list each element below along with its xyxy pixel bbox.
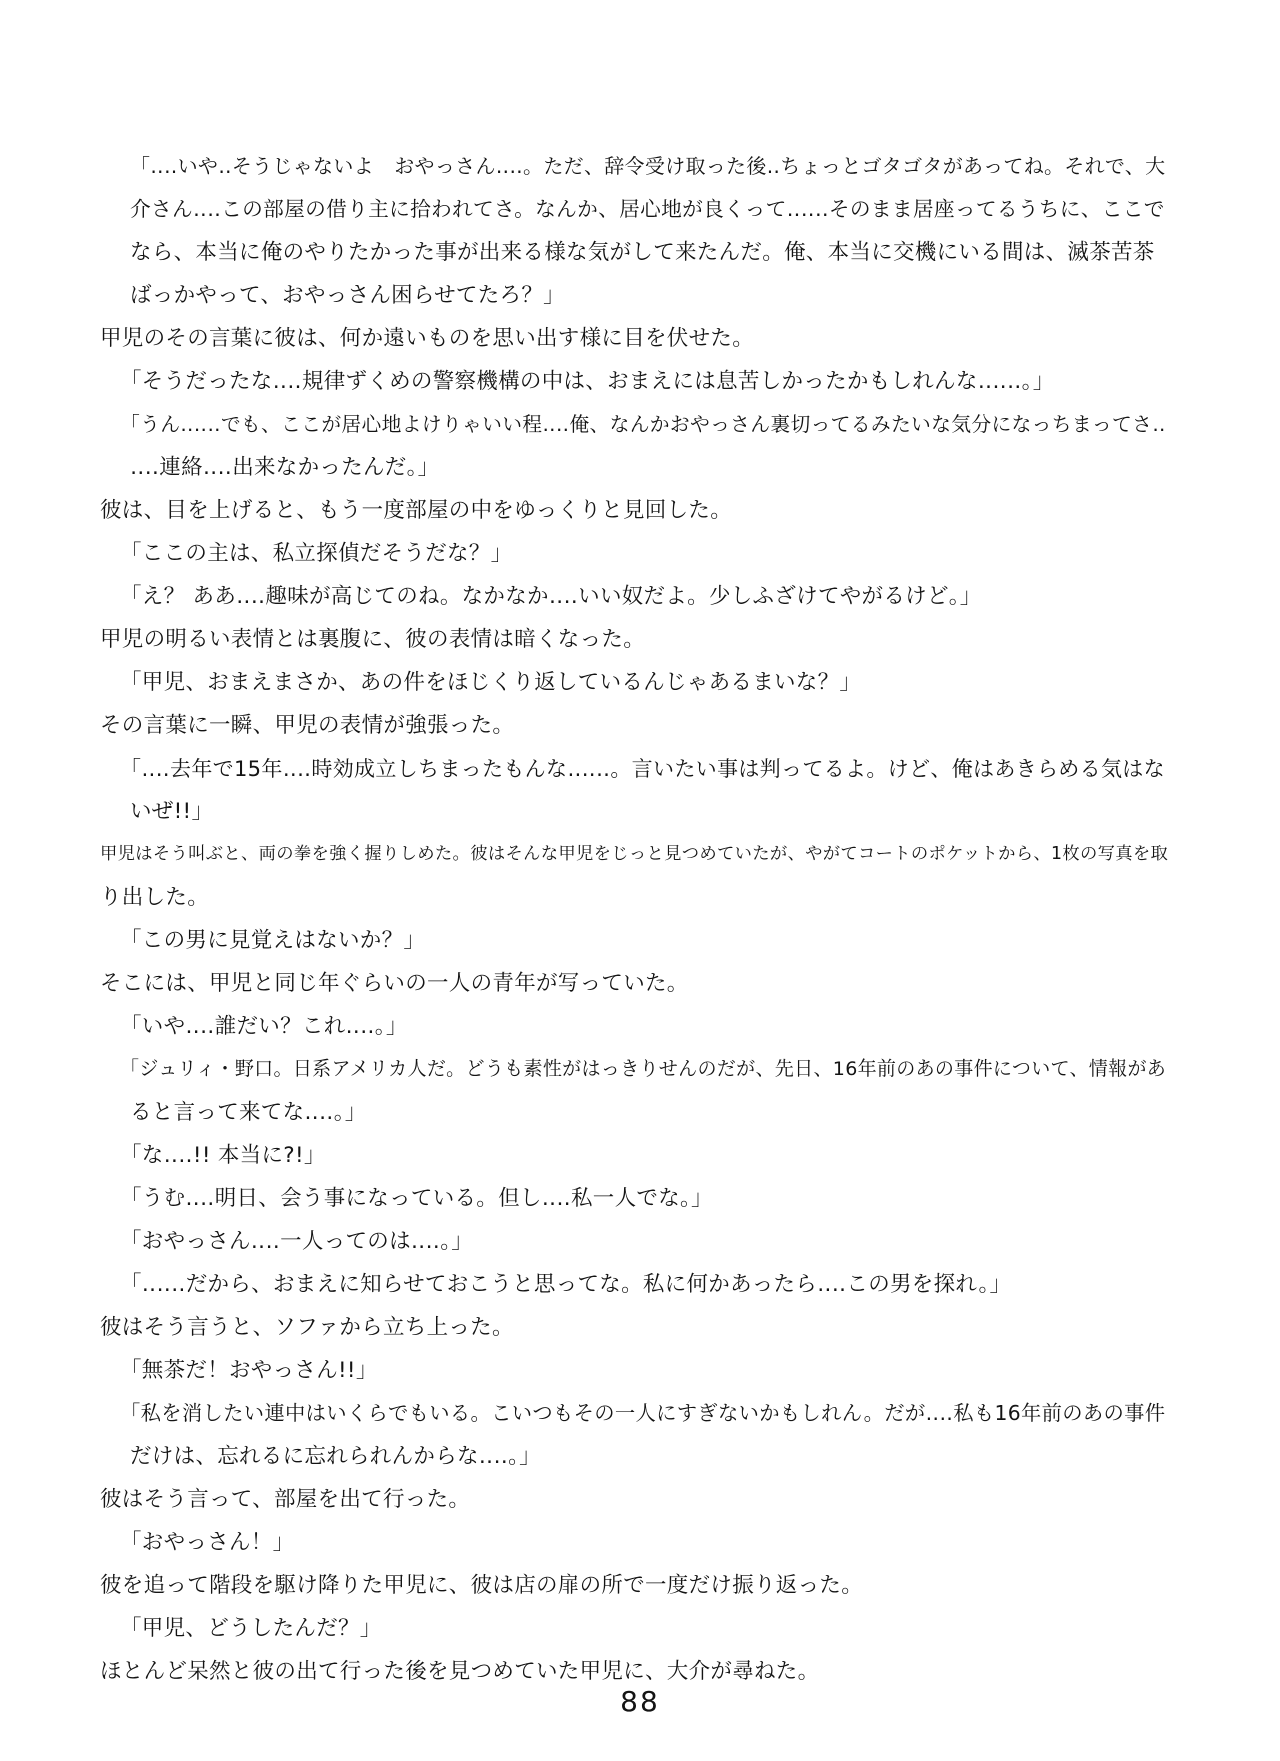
text-line: 「な‥‥!! 本当に?!」 xyxy=(120,1143,326,1168)
text-line: 「うむ‥‥明日、会う事になっている。但し‥‥私一人でな。」 xyxy=(120,1186,713,1211)
text-line: 甲児のその言葉に彼は、何か遠いものを思い出す様に目を伏せた。 xyxy=(100,326,755,351)
text-line: 「そうだったな‥‥規律ずくめの警察機構の中は、おまえには息苦しかったかもしれんな‥‥‥。」 xyxy=(120,369,1055,394)
text-line: ほとんど呆然と彼の出て行った後を見つめていた甲児に、大介が尋ねた。 xyxy=(100,1659,820,1684)
text-line: いぜ!!」 xyxy=(130,799,214,824)
text-line: そこには、甲児と同じ年ぐらいの一人の青年が写っていた。 xyxy=(100,971,689,996)
text-line: 「おやっさん！」 xyxy=(120,1530,295,1555)
text-line: 「甲児、どうしたんだ？」 xyxy=(120,1616,382,1641)
text-line: 「おやっさん‥‥一人ってのは‥‥。」 xyxy=(120,1229,474,1254)
text-line: 介さん‥‥この部屋の借り主に拾われてさ。なんか、居心地が良くって‥‥‥そのまま居座ってるうちに、ここで xyxy=(130,197,1165,221)
text-line: だけは、忘れるに忘れられんからな‥‥。」 xyxy=(130,1444,541,1469)
text-line: 「‥‥いや‥そうじゃないよ おやっさん‥‥。ただ、辞令受け取った後‥ちょっとゴタゴタがあってね。それで、大 xyxy=(130,154,1166,178)
text-line: ‥‥連絡‥‥出来なかったんだ。」 xyxy=(130,455,440,480)
text-line: 彼はそう言うと、ソファから立ち上った。 xyxy=(100,1315,514,1340)
text-line: 「ジュリィ・野口。日系アメリカ人だ。どうも素性がはっきりせんのだが、先日、16年前のあの事件について、情報があ xyxy=(120,1058,1167,1080)
text-line: その言葉に一瞬、甲児の表情が強張った。 xyxy=(100,713,515,738)
text-line: 「うん‥‥‥でも、ここが居心地よけりゃいい程‥‥俺、なんかおやっさん裏切ってるみたいな気分になっちまってさ‥ xyxy=(120,413,1166,436)
text-line: 「私を消したい連中はいくらでもいる。こいつもその一人にすぎないかもしれん。だが‥‥私も16年前のあの事件 xyxy=(120,1401,1166,1425)
text-line: 彼を追って階段を駆け降りた甲児に、彼は店の扉の所で一度だけ振り返った。 xyxy=(100,1573,864,1598)
text-line: 彼はそう言って、部屋を出て行った。 xyxy=(100,1487,471,1512)
text-line: 「甲児、おまえまさか、あの件をほじくり返しているんじゃあるまいな？」 xyxy=(120,670,862,695)
text-line: 「‥‥去年で15年‥‥時効成立しちまったもんな‥‥‥。言いたい事は判ってるよ。けど、俺はあきらめる気はな xyxy=(120,756,1165,781)
text-line: り出した。 xyxy=(100,885,210,910)
body-text xyxy=(100,145,1169,1693)
text-line: 「え？ ああ‥‥趣味が高じてのね。なかなか‥‥いい奴だよ。少しふざけてやがるけど。」 xyxy=(120,584,982,609)
text-line: ばっかやって、おやっさん困らせてたろ？」 xyxy=(130,283,565,308)
page-number: 88 xyxy=(620,1685,660,1718)
text-line: 「‥‥‥だから、おまえに知らせておこうと思ってな。私に何かあったら‥‥この男を探れ。」 xyxy=(120,1272,1012,1297)
text-line: 甲児はそう叫ぶと、両の拳を強く握りしめた。彼はそんな甲児をじっと見つめていたが、やがてコートのポケットから、1枚の写真を取 xyxy=(100,844,1169,864)
text-line: 「無茶だ！おやっさん!!」 xyxy=(120,1358,378,1383)
text-line: 「この男に見覚えはないか？」 xyxy=(120,928,426,953)
text-line: 彼は、目を上げると、もう一度部屋の中をゆっくりと見回した。 xyxy=(100,498,732,523)
text-line: ると言って来てな‥‥。」 xyxy=(130,1100,367,1125)
text-line: なら、本当に俺のやりたかった事が出来る様な気がして来たんだ。俺、本当に交機にいる間は、滅茶苦茶 xyxy=(130,240,1155,265)
text-line: 「ここの主は、私立探偵だそうだな？」 xyxy=(120,541,513,566)
text-line: 甲児の明るい表情とは裏腹に、彼の表情は暗くなった。 xyxy=(100,627,646,652)
text-line: 「いや‥‥誰だい？これ‥‥。」 xyxy=(120,1014,408,1039)
